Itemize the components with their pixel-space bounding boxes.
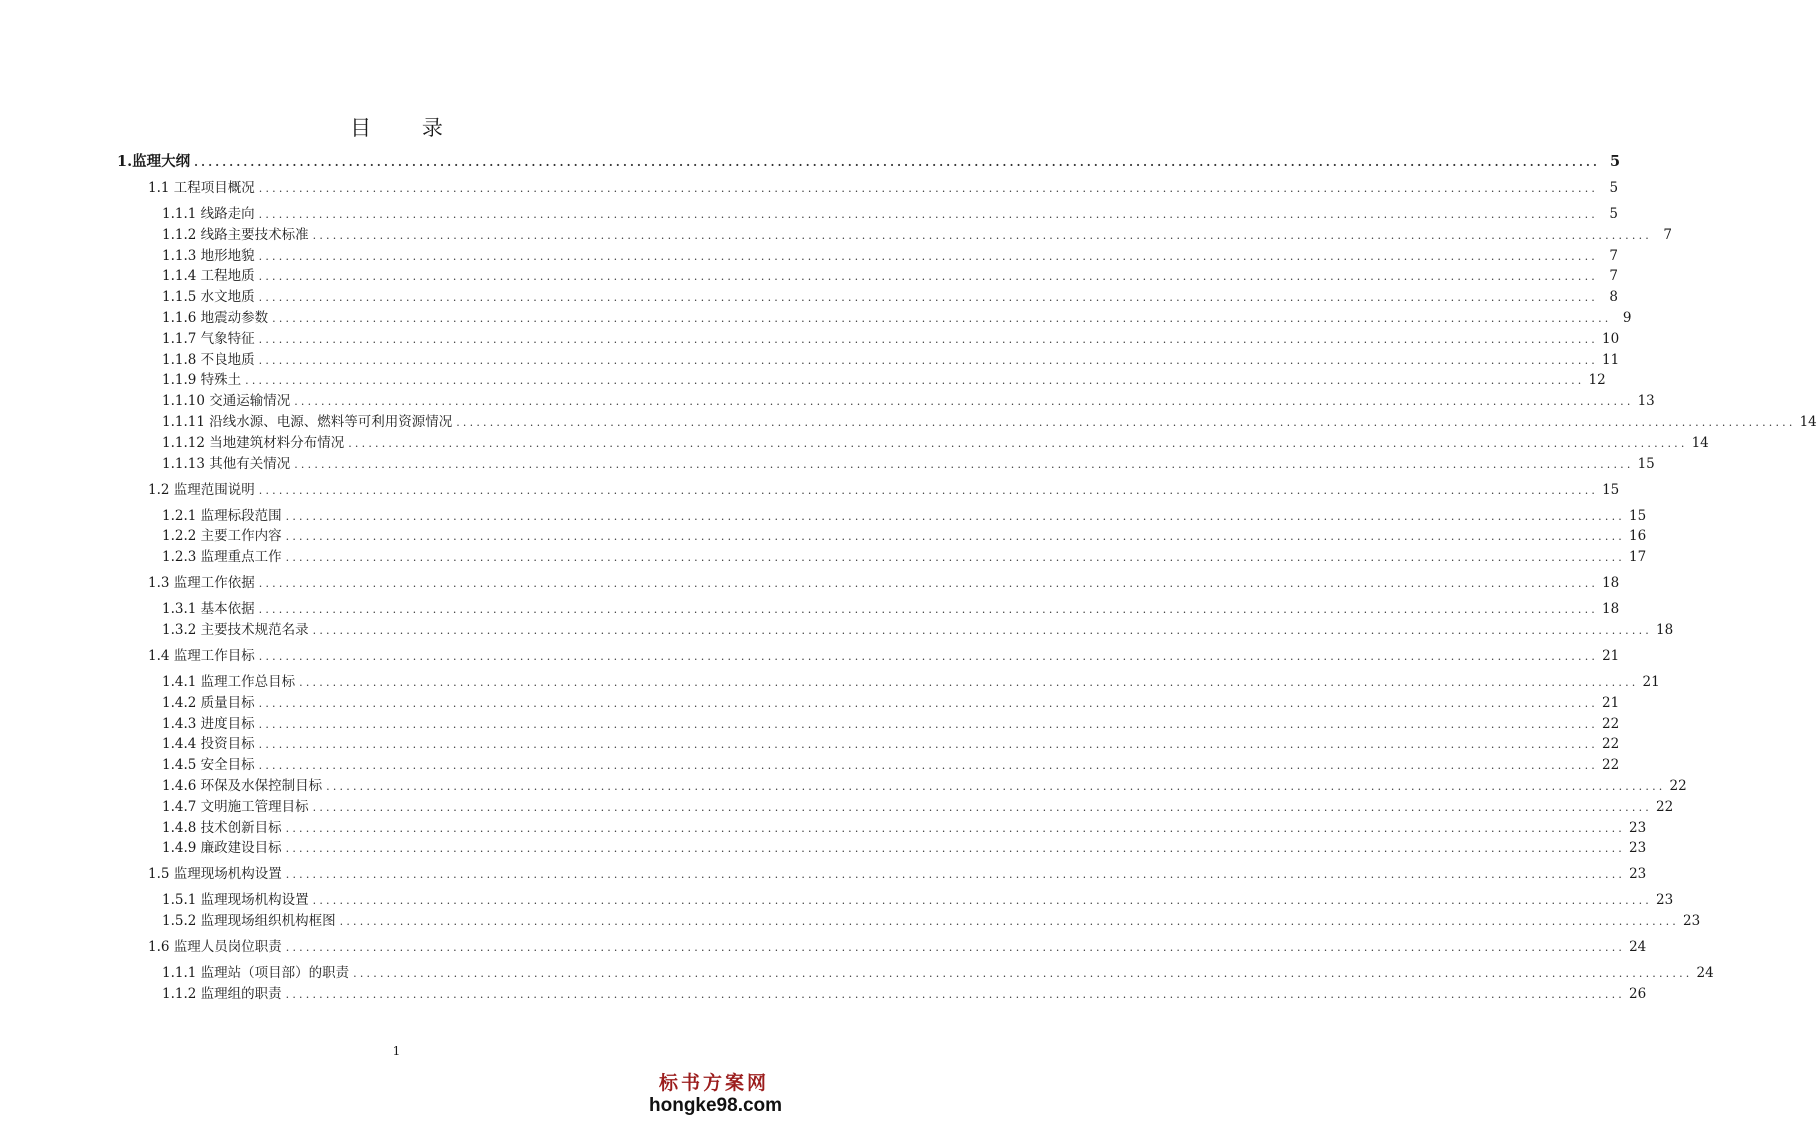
toc-entry-page: 7 <box>1663 226 1672 243</box>
toc-entry-label: 1.2 监理范围说明 <box>148 481 255 498</box>
toc-leader-dots: ........................................................................................................................................................................................................ <box>285 868 1626 882</box>
toc-entry-page: 15 <box>1637 455 1655 472</box>
toc-entry-level3[interactable] <box>162 287 1618 307</box>
toc-leader-dots: ........................................................................................................................................................................................................ <box>326 780 1666 793</box>
toc-entry-page: 21 <box>1642 674 1660 690</box>
toc-leader-dots: ........................................................................................................................................................................................................ <box>258 759 1598 773</box>
toc-leader-dots: ........................................................................................................................................................................................................ <box>456 416 1796 429</box>
toc-entry-label: 1.4.9 廉政建设目标 <box>162 840 282 857</box>
toc-leader-dots: ........................................................................................................................................................................................................ <box>312 800 1652 814</box>
toc-leader-dots: ........................................................................................................................................................................................................ <box>194 156 1601 169</box>
toc-entry-label: 1.4.1 监理工作总目标 <box>162 674 296 690</box>
toc-entry-level3[interactable] <box>162 454 1655 474</box>
toc-leader-dots: ........................................................................................................................................................................................................ <box>245 374 1585 388</box>
toc-entry-page: 14 <box>1799 414 1817 430</box>
toc-entry-level3[interactable] <box>162 890 1674 910</box>
toc-leader-dots: ........................................................................................................................................................................................................ <box>258 249 1598 263</box>
toc-entry-level1[interactable] <box>117 152 1621 172</box>
toc-entry-label: 1.3.2 主要技术规范名录 <box>162 622 309 638</box>
toc-entry-level2[interactable] <box>148 937 1647 957</box>
toc-leader-dots: ........................................................................................................................................................................................................ <box>258 650 1599 663</box>
toc-leader-dots: ........................................................................................................................................................................................................ <box>285 821 1625 835</box>
toc-entry-level3[interactable] <box>162 693 1620 713</box>
toc-entry-level3[interactable] <box>162 963 1714 983</box>
toc-entry-page: 18 <box>1601 601 1620 618</box>
toc-entry-label: 1.1.8 不良地质 <box>162 351 255 368</box>
toc-entry-page: 23 <box>1628 840 1647 857</box>
toc-entry-label: 1.1.12 当地建筑材料分布情况 <box>162 434 345 451</box>
toc-entry-page: 12 <box>1588 372 1606 389</box>
toc-entry-label: 1.5.2 监理现场组织机构框图 <box>162 913 336 930</box>
toc-entry-label: 1.6 监理人员岗位职责 <box>148 939 282 956</box>
toc-entry-level3[interactable] <box>162 797 1674 817</box>
toc-entry-page: 5 <box>1609 153 1621 170</box>
toc-entry-level3[interactable] <box>162 204 1618 224</box>
toc-entry-level3[interactable] <box>162 308 1632 328</box>
toc-leader-dots: ........................................................................................................................................................................................................ <box>285 530 1625 544</box>
toc-entry-page: 7 <box>1609 268 1618 285</box>
toc-entry-level2[interactable] <box>148 646 1620 666</box>
toc-entry-label: 1.1.9 特殊土 <box>162 372 242 389</box>
toc-entry-level3[interactable] <box>162 225 1672 245</box>
toc-entry-page: 23 <box>1682 913 1701 930</box>
toc-leader-dots: ........................................................................................................................................................................................................ <box>258 353 1598 367</box>
toc-leader-dots: ........................................................................................................................................................................................................ <box>258 332 1598 346</box>
toc-entry-level3[interactable] <box>162 818 1647 838</box>
toc-entry-label: 1.1.6 地震动参数 <box>162 310 269 326</box>
toc-entry-level3[interactable] <box>162 506 1647 526</box>
toc-entry-level3[interactable] <box>162 370 1606 390</box>
toc-entry-label: 1.2.3 监理重点工作 <box>162 549 282 566</box>
toc-leader-dots: ........................................................................................................................................................................................................ <box>285 509 1625 523</box>
toc-entry-level3[interactable] <box>162 547 1647 567</box>
toc-entry-label: 1.3.1 基本依据 <box>162 601 255 618</box>
toc-leader-dots: ........................................................................................................................................................................................................ <box>312 624 1652 637</box>
toc-entry-level3[interactable] <box>162 911 1701 931</box>
toc-leader-dots: ........................................................................................................................................................................................................ <box>258 717 1598 731</box>
toc-entry-level3[interactable] <box>162 350 1620 370</box>
toc-entry-label: 1.4.6 环保及水保控制目标 <box>162 778 323 794</box>
toc-entry-label: 1.1.1 线路走向 <box>162 206 255 222</box>
toc-entry-label: 1.1.5 水文地质 <box>162 289 255 306</box>
toc-entry-label: 1.4.7 文明施工管理目标 <box>162 798 309 815</box>
toc-entry-label: 1.1.4 工程地质 <box>162 268 255 285</box>
toc-entry-label: 1.2.2 主要工作内容 <box>162 528 282 545</box>
toc-leader-dots: ........................................................................................................................................................................................................ <box>294 395 1634 409</box>
toc-entry-label: 1.5 监理现场机构设置 <box>148 866 282 883</box>
toc-entry-label: 1.5.1 监理现场机构设置 <box>162 892 309 909</box>
toc-leader-dots: ........................................................................................................................................................................................................ <box>285 988 1625 1001</box>
toc-entry-level3[interactable] <box>162 412 1817 432</box>
toc-leader-dots: ........................................................................................................................................................................................................ <box>353 967 1693 981</box>
toc-leader-dots: ........................................................................................................................................................................................................ <box>258 291 1598 305</box>
watermark-cn: 标书方案网 <box>658 1072 769 1094</box>
toc-leader-dots: ........................................................................................................................................................................................................ <box>258 483 1599 497</box>
toc-entry-label: 1.4.3 进度目标 <box>162 715 255 732</box>
toc-entry-page: 22 <box>1669 778 1687 794</box>
toc-entry-level3[interactable] <box>162 266 1618 286</box>
toc-entry-label: 1.4.8 技术创新目标 <box>162 819 282 836</box>
toc-entry-label: 1.1.2 监理组的职责 <box>162 986 282 1002</box>
toc-entry-page: 15 <box>1628 507 1647 524</box>
toc-leader-dots: ........................................................................................................................................................................................................ <box>339 915 1679 929</box>
toc-leader-dots: ........................................................................................................................................................................................................ <box>312 228 1652 242</box>
toc-entry-label: 1.1.10 交通运输情况 <box>162 393 291 410</box>
toc-entry-label: 1.2.1 监理标段范围 <box>162 507 282 524</box>
toc-entry-label: 1.1 工程项目概况 <box>148 180 255 196</box>
toc-leader-dots: ........................................................................................................................................................................................................ <box>258 270 1598 284</box>
toc-entry-level3[interactable] <box>162 599 1620 619</box>
toc-entry-page: 14 <box>1691 434 1709 451</box>
toc-entry-page: 10 <box>1601 330 1620 347</box>
toc-entry-page: 22 <box>1601 736 1620 753</box>
toc-entry-level2[interactable] <box>148 573 1620 593</box>
toc-entry-level2[interactable] <box>148 864 1647 884</box>
toc-leader-dots: ........................................................................................................................................................................................................ <box>258 577 1599 591</box>
toc-leader-dots: ........................................................................................................................................................................................................ <box>258 696 1598 710</box>
toc-entry-level3[interactable] <box>162 433 1709 453</box>
toc-entry-page: 22 <box>1655 798 1674 815</box>
toc-entry-label: 1.1.11 沿线水源、电源、燃料等可利用资源情况 <box>162 414 453 430</box>
toc-entry-label: 1.3 监理工作依据 <box>148 575 255 592</box>
toc-entry-label: 1.4.4 投资目标 <box>162 736 255 753</box>
toc-entry-level3[interactable] <box>162 672 1660 692</box>
toc-entry-level3[interactable] <box>162 526 1647 546</box>
toc-entry-level3[interactable] <box>162 246 1618 266</box>
toc-leader-dots: ........................................................................................................................................................................................................ <box>312 894 1652 908</box>
toc-entry-page: 7 <box>1609 247 1618 264</box>
toc-entry-level2[interactable] <box>148 480 1620 500</box>
toc-entry-level3[interactable] <box>162 838 1647 858</box>
toc-entry-level3[interactable] <box>162 714 1620 734</box>
toc-entry-page: 9 <box>1622 310 1632 326</box>
toc-leader-dots: ........................................................................................................................................................................................................ <box>272 312 1612 325</box>
toc-leader-dots: ........................................................................................................................................................................................................ <box>285 551 1625 565</box>
toc-entry-page: 23 <box>1655 892 1674 909</box>
toc-entry-page: 18 <box>1655 622 1674 638</box>
toc-entry-level3[interactable] <box>162 734 1620 754</box>
toc-entry-page: 23 <box>1628 819 1647 836</box>
toc-entry-level3[interactable] <box>162 984 1647 1004</box>
toc-entry-page: 22 <box>1601 715 1620 732</box>
toc-entry-label: 1.4.5 安全目标 <box>162 757 255 774</box>
page-number: 1 <box>392 1044 401 1058</box>
toc-leader-dots: ........................................................................................................................................................................................................ <box>258 603 1598 617</box>
toc-entry-label: 1.监理大纲 <box>117 153 191 170</box>
toc-entry-page: 24 <box>1696 965 1714 982</box>
toc-entry-label: 1.1.7 气象特征 <box>162 330 255 347</box>
toc-entry-page: 22 <box>1601 757 1620 774</box>
toc-leader-dots: ........................................................................................................................................................................................................ <box>258 738 1598 752</box>
toc-leader-dots: ........................................................................................................................................................................................................ <box>258 182 1599 195</box>
toc-entry-level3[interactable] <box>162 391 1655 411</box>
toc-entry-page: 17 <box>1628 549 1647 566</box>
toc-entry-page: 5 <box>1609 206 1618 222</box>
toc-entry-page: 16 <box>1628 528 1647 545</box>
toc-leader-dots: ........................................................................................................................................................................................................ <box>285 842 1625 856</box>
toc-entry-level3[interactable] <box>162 776 1687 796</box>
watermark-en: hongke98.com <box>649 1095 783 1116</box>
toc-entry-page: 21 <box>1601 694 1620 711</box>
toc-entry-label: 1.1.1 监理站（项目部）的职责 <box>162 965 350 982</box>
toc-entry-label: 1.1.13 其他有关情况 <box>162 455 291 472</box>
toc-leader-dots: ........................................................................................................................................................................................................ <box>258 208 1598 221</box>
toc-entry-level3[interactable] <box>162 329 1620 349</box>
toc-leader-dots: ........................................................................................................................................................................................................ <box>348 436 1688 450</box>
toc-entry-page: 18 <box>1602 575 1620 592</box>
toc-entry-page: 15 <box>1602 481 1620 498</box>
toc-entry-label: 1.4 监理工作目标 <box>148 648 255 664</box>
toc-leader-dots: ........................................................................................................................................................................................................ <box>294 457 1634 471</box>
toc-entry-level3[interactable] <box>162 620 1674 640</box>
toc-entry-page: 5 <box>1609 180 1619 196</box>
toc-leader-dots: ........................................................................................................................................................................................................ <box>285 941 1626 955</box>
toc-entry-page: 11 <box>1601 351 1620 368</box>
toc-entry-label: 1.4.2 质量目标 <box>162 694 255 711</box>
watermark <box>649 1068 783 1117</box>
toc-entry-page: 21 <box>1602 648 1620 664</box>
toc-entry-page: 26 <box>1628 986 1647 1002</box>
toc-entry-page: 8 <box>1609 289 1618 306</box>
toc-entry-label: 1.1.3 地形地貌 <box>162 247 255 264</box>
toc-entry-page: 23 <box>1629 866 1647 883</box>
toc-entry-page: 13 <box>1637 393 1655 410</box>
page-title: 目 录 <box>350 116 465 140</box>
toc-entry-label: 1.1.2 线路主要技术标准 <box>162 226 309 243</box>
toc-entry-page: 24 <box>1629 939 1647 956</box>
toc-entry-level3[interactable] <box>162 755 1620 775</box>
toc-entry-level2[interactable] <box>148 178 1619 198</box>
toc-leader-dots: ........................................................................................................................................................................................................ <box>299 676 1639 689</box>
